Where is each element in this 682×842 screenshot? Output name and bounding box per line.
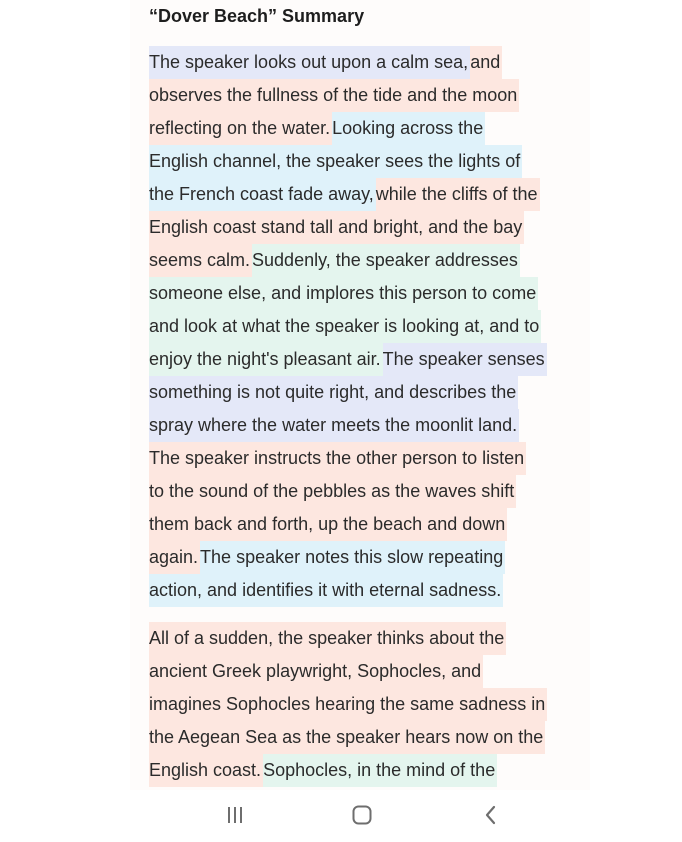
highlighted-sentence: observes the fullness of the tide and the moon (149, 79, 519, 112)
text-line (149, 688, 589, 721)
highlighted-sentence: someone else, and implores this person to come (149, 277, 538, 310)
text-line (149, 622, 589, 655)
back-button[interactable] (476, 800, 506, 830)
highlighted-sentence: the Aegean Sea as the speaker hears now on the (149, 721, 545, 754)
highlighted-sentence: spray where the water meets the moonlit land. (149, 409, 519, 442)
text-line (149, 79, 589, 112)
text-line (149, 178, 589, 211)
text-line (149, 541, 589, 574)
back-icon (476, 800, 506, 830)
highlighted-sentence: All of a sudden, the speaker thinks about the (149, 622, 506, 655)
summary-paragraph-2 (149, 622, 589, 787)
highlighted-sentence: enjoy the night's pleasant air. (149, 343, 383, 376)
highlighted-sentence: The speaker looks out upon a calm sea, (149, 46, 470, 79)
system-navigation-bar (0, 790, 682, 842)
text-line (149, 343, 589, 376)
summary-paragraph-1 (149, 46, 589, 607)
text-line (149, 112, 589, 145)
text-line (149, 721, 589, 754)
highlighted-sentence: English channel, the speaker sees the lights of (149, 145, 522, 178)
text-line (149, 277, 589, 310)
highlighted-sentence: while the cliffs of the (376, 178, 540, 211)
home-button[interactable] (347, 800, 377, 830)
highlighted-sentence: Looking across the (332, 112, 485, 145)
page-title: “Dover Beach” Summary (149, 6, 365, 26)
text-line (149, 574, 589, 607)
highlighted-sentence: The speaker senses (383, 343, 547, 376)
highlighted-sentence: something is not quite right, and describes the (149, 376, 518, 409)
text-line (149, 244, 589, 277)
highlighted-sentence: seems calm. (149, 244, 252, 277)
highlighted-sentence: them back and forth, up the beach and down (149, 508, 507, 541)
highlighted-sentence: Sophocles, in the mind of the (263, 754, 497, 787)
text-line (149, 145, 589, 178)
text-line (149, 310, 589, 343)
highlighted-sentence: Suddenly, the speaker addresses (252, 244, 520, 277)
highlighted-sentence: imagines Sophocles hearing the same sadness in (149, 688, 547, 721)
text-line (149, 655, 589, 688)
highlighted-sentence: ancient Greek playwright, Sophocles, and (149, 655, 483, 688)
text-line (149, 754, 589, 787)
text-line (149, 442, 589, 475)
highlighted-sentence: English coast stand tall and bright, and the bay (149, 211, 524, 244)
highlighted-sentence: The speaker instructs the other person to listen (149, 442, 526, 475)
recent-apps-icon (220, 800, 250, 830)
highlighted-sentence: and (470, 46, 502, 79)
highlighted-sentence: and look at what the speaker is looking at, and to (149, 310, 541, 343)
highlighted-sentence: The speaker notes this slow repeating (200, 541, 505, 574)
text-line (149, 376, 589, 409)
text-line (149, 409, 589, 442)
highlighted-sentence: again. (149, 541, 200, 574)
recent-apps-button[interactable] (220, 800, 250, 830)
highlighted-sentence: English coast. (149, 754, 263, 787)
home-icon (347, 800, 377, 830)
highlighted-sentence: the French coast fade away, (149, 178, 376, 211)
highlighted-sentence: action, and identifies it with eternal sadness. (149, 574, 503, 607)
text-line (149, 508, 589, 541)
highlighted-sentence: reflecting on the water. (149, 112, 332, 145)
text-line (149, 211, 589, 244)
text-line (149, 475, 589, 508)
highlighted-sentence: to the sound of the pebbles as the waves shift (149, 475, 516, 508)
text-line (149, 46, 589, 79)
